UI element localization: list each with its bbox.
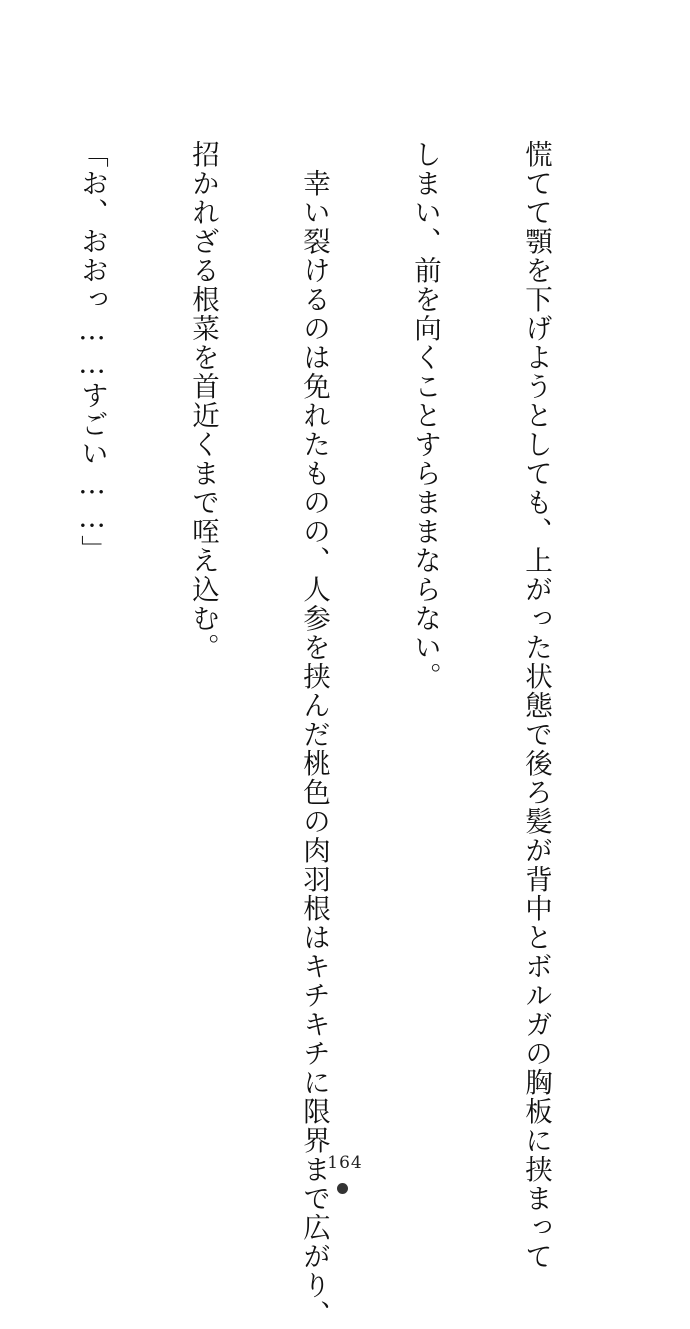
text-column: しまい、前を向くことすらままならない。 [409,140,441,691]
text-column: 幸い裂けるのは免れたものの、人参を挟んだ桃色の肉羽根はキチキチに限界まで広がり、 [298,140,330,1329]
text-column: 招かれざる根菜を首近くまで咥え込む。 [187,140,219,662]
text-column: 慌てて顎を下げようとしても、上がった状態で後ろ髪が背中とボルガの胸板に挟まって [520,140,552,1271]
page-marker-dot [337,1183,348,1194]
text-column: 「お、おおっ……すごい……」 [76,140,108,564]
page-number: 164 [327,1153,363,1173]
